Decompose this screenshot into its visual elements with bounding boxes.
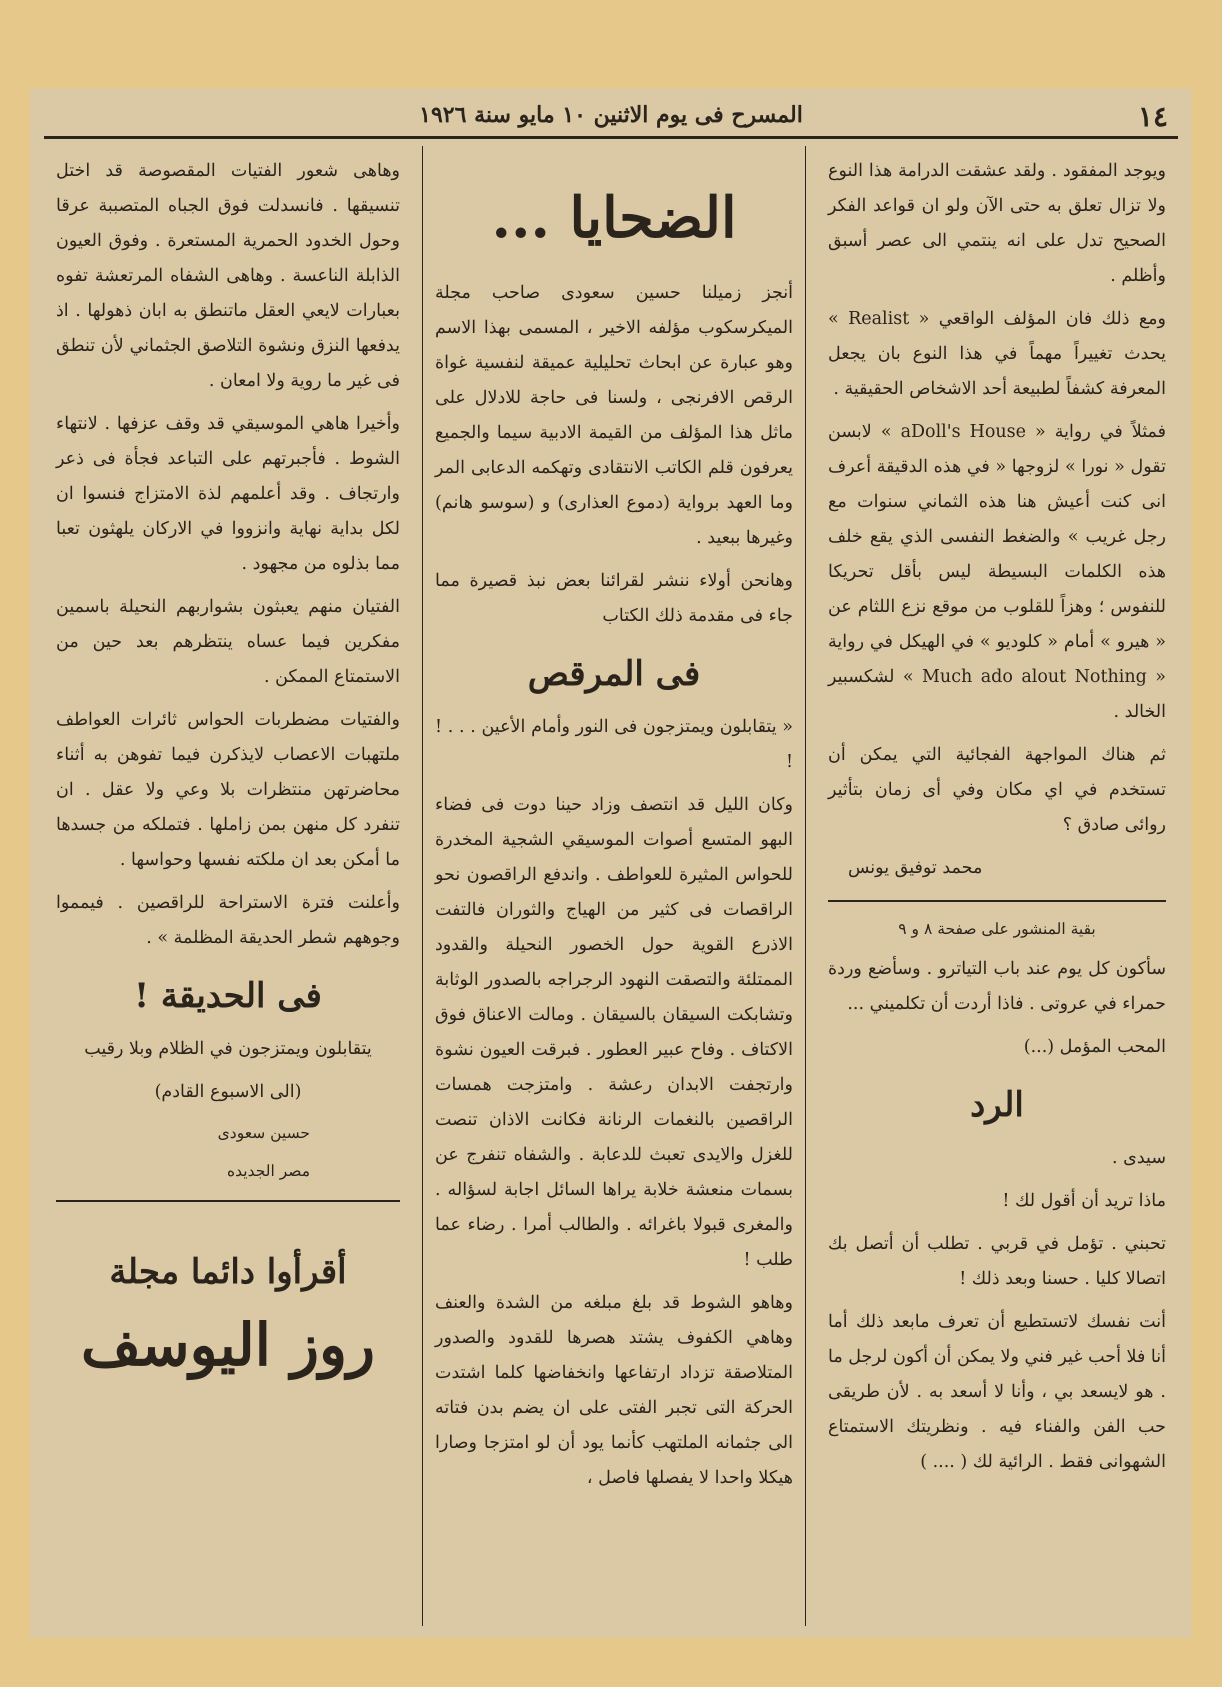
section-title: فى الحديقة !	[134, 976, 322, 1016]
continuation-note: بقية المنشور على صفحة ٨ و ٩	[898, 920, 1096, 938]
column-divider	[828, 900, 1166, 902]
article-paragraph: ومع ذلك فان المؤلف الواقعي « Realist » يحدث تغييراً مهماً في هذا النوع بان يجعل المعرفة كشفاً لطبيعة أحد الاشخاص الحقيقية .	[828, 309, 1166, 399]
intro-paragraph: وهانحن أولاء ننشر لقرائنا بعض نبذ قصيرة مما جاء فى مقدمة ذلك الكتاب	[435, 571, 793, 626]
section-line: يتقابلون ويمتزجون في الظلام وبلا رقيب	[84, 1039, 372, 1059]
page-number: ١٤	[1137, 100, 1168, 133]
to-be-continued: (الى الاسبوع القادم)	[154, 1082, 302, 1102]
article-paragraph: فمثلاً في رواية « aDoll's House » لابسن تقول « نورا » لزوجها « في هذه الدقيقة أعرف انى كنت أعيش هنا هذه الثماني سنوات مع رجل غريب » والضغط النفسى الذي يقع خلف هذه الكلمات البسيطة ليس بأقل تحريكا للنفوس ؛ وهزاً للقلوب من موقع نزع اللثام عن « هيرو » أمام « كلوديو » في الهيكل في رواية « Much ado alout Nothing » لشكسبير الخالد .	[828, 422, 1166, 722]
section-paragraph: وهاهو الشوط قد بلغ مبلغه من الشدة والعنف وهاهي الكفوف يشتد هصرها للقدود والصدور المتلاصقة تزداد ارتفاعها وانخفاضها كلما اشتدت الحركة التى تجبر الفتى على ان يضم بدن فتاته الى جثمانه الملتهب كأنما يود أن لو امتزجا وصارا هيكلا واحدا لا يفصلها فاصل ،	[435, 1293, 793, 1488]
article-paragraph: وأخيرا هاهي الموسيقي قد وقف عزفها . لانتهاء الشوط . فأجبرتهم على التباعد فجأة فى ذعر وارتجاف . وقد أعلمهم لذة الامتزاج فنسوا ان لكل بداية نهاية وانزووا في الاركان يلهثون تعبا مما بذلوه من مجهود .	[56, 414, 400, 574]
ad-magazine-name: روز اليوسف	[80, 1311, 376, 1379]
section-title: فى المرقص	[527, 654, 701, 694]
article-paragraph: ثم هناك المواجهة الفجائية التي يمكن أن تستخدم في اي مكان وفي أى زمان بتأثير روائى صادق ؟	[828, 745, 1166, 835]
author-name: حسين سعودى	[217, 1124, 310, 1142]
article-title: الضحايا ...	[491, 185, 737, 251]
advertisement	[56, 1242, 400, 1388]
reply-line: سيدى .	[1112, 1148, 1166, 1168]
column-divider	[56, 1200, 400, 1202]
article-paragraph: وأعلنت فترة الاستراحة للراقصين . فيمموا وجوههم شطر الحديقة المظلمة » .	[56, 893, 400, 948]
article-paragraph: والفتيات مضطربات الحواس ثائرات العواطف ملتهبات الاعصاب لايذكرن فيما تفوهن به أثناء محاضرتهن منتظرات بلا وعي ولا عقل . ان تنفرد كل منهن بمن زاملها . فتملكه من جسدها ما أمكن بعد ان ملكته نفسها وحواسها .	[56, 710, 400, 870]
reply-line: ماذا تريد أن أقول لك !	[1002, 1191, 1166, 1211]
reply-line: تحبني . تؤمل في قربي . تطلب أن أتصل بك اتصالا كليا . حسنا وبعد ذلك !	[828, 1234, 1166, 1289]
continuation-signature: المحب المؤمل (...)	[1023, 1037, 1166, 1057]
article-paragraph: وهاهى شعور الفتيات المقصوصة قد اختل تنسيقها . فانسدلت فوق الجباه المتصببة عرقا وحول الخدود الحمرية المستعرة . وفوق العيون الذابلة الناعسة . وهاهى الشفاه المرتعشة تفوه بعبارات لايعي العقل ماتنطق به ابان ذهولها . اذ يدفعها النزق ونشوة التلاصق الجثماني لأن تنطق فى غير ما روية ولا امعان .	[56, 161, 400, 391]
ad-line: أقرأوا دائما مجلة	[109, 1252, 347, 1292]
reply-line: أنت نفسك لاتستطيع أن تعرف مابعد ذلك أما أنا فلا أحب غير فني ولا يمكن أن أكون لرجل ما . هو لايسعد بي ، وأنا لا أسعد به . لأن طريقى حب الفن والفناء فيه . ونظريتك الاستمتاع الشهوانى فقط . الرائية لك ( .... )	[828, 1312, 1166, 1472]
middle-column	[422, 146, 806, 1626]
author-place: مصر الجديده	[227, 1162, 310, 1180]
left-column	[44, 146, 412, 1626]
page-header	[44, 100, 1178, 139]
article-author: محمد توفيق يونس	[848, 858, 983, 878]
reply-title: الرد	[970, 1085, 1024, 1125]
right-column	[816, 146, 1178, 1626]
newspaper-page	[30, 88, 1192, 1638]
section-paragraph: « يتقابلون ويمتزجون فى النور وأمام الأعين . . . ! !	[435, 717, 793, 772]
continuation-text: سأكون كل يوم عند باب التياترو . وسأضع وردة حمراء في عروتى . فاذا أردت أن تكلميني ...	[828, 959, 1166, 1014]
intro-paragraph: أنجز زميلنا حسين سعودى صاحب مجلة الميكرسكوب مؤلفه الاخير ، المسمى بهذا الاسم وهو عبارة عن ابحاث تحليلية عميقة لنفسية غواة الرقص الافرنجى ، ولسنا فى حاجة للادلال على ماثل هذا المؤلف من القيمة الادبية سيما والجميع يعرفون قلم الكاتب الانتقادى وتهكمه الدعابى المر وما العهد برواية (دموع العذارى) و (سوسو هانم) وغيرها ببعيد .	[435, 283, 793, 548]
section-paragraph: وكان الليل قد انتصف وزاد حينا دوت فى فضاء البهو المتسع أصوات الموسيقي الشجية المخدرة للحواس المثيرة للعواطف . واندفع الراقصون نحو الراقصات فى كثير من الهياج والثوران فالتفت الاذرع القوية حول الخصور النحيلة والقدود الممتلئة والتصقت النهود الرجراجه بالصدور الوثابة وتشابكت السيقان بالسيقان . ومالت الاعناق فوق الاكتاف . وفاح عبير العطور . فبرقت العيون نشوة وارتجفت الابدان رعشة . وامتزجت همسات الراقصين بالنغمات الرنانة فكانت الاذان تنصت للغزل والايدى تعبث للدعابة . والشفاه تنفرج عن بسمات منعشة خلابة يراها السائل اجابة لسؤاله . والمغرى قبولا باغرائه . والطالب أمرا . رضاء عما طلب !	[435, 795, 793, 1270]
header-title: المسرح فى يوم الاثنين ١٠ مايو سنة ١٩٢٦	[419, 102, 803, 128]
article-paragraph: الفتيان منهم يعبثون بشواربهم النحيلة باسمين مفكرين فيما عساه ينتظرهم بعد حين من الاستمتاع الممكن .	[56, 597, 400, 687]
article-paragraph: ويوجد المفقود . ولقد عشقت الدرامة هذا النوع ولا تزال تعلق به حتى الآن ولو ان قواعد الفكر الصحيح تدل على انه ينتمي الى عصر أسبق وأظلم .	[828, 161, 1166, 286]
